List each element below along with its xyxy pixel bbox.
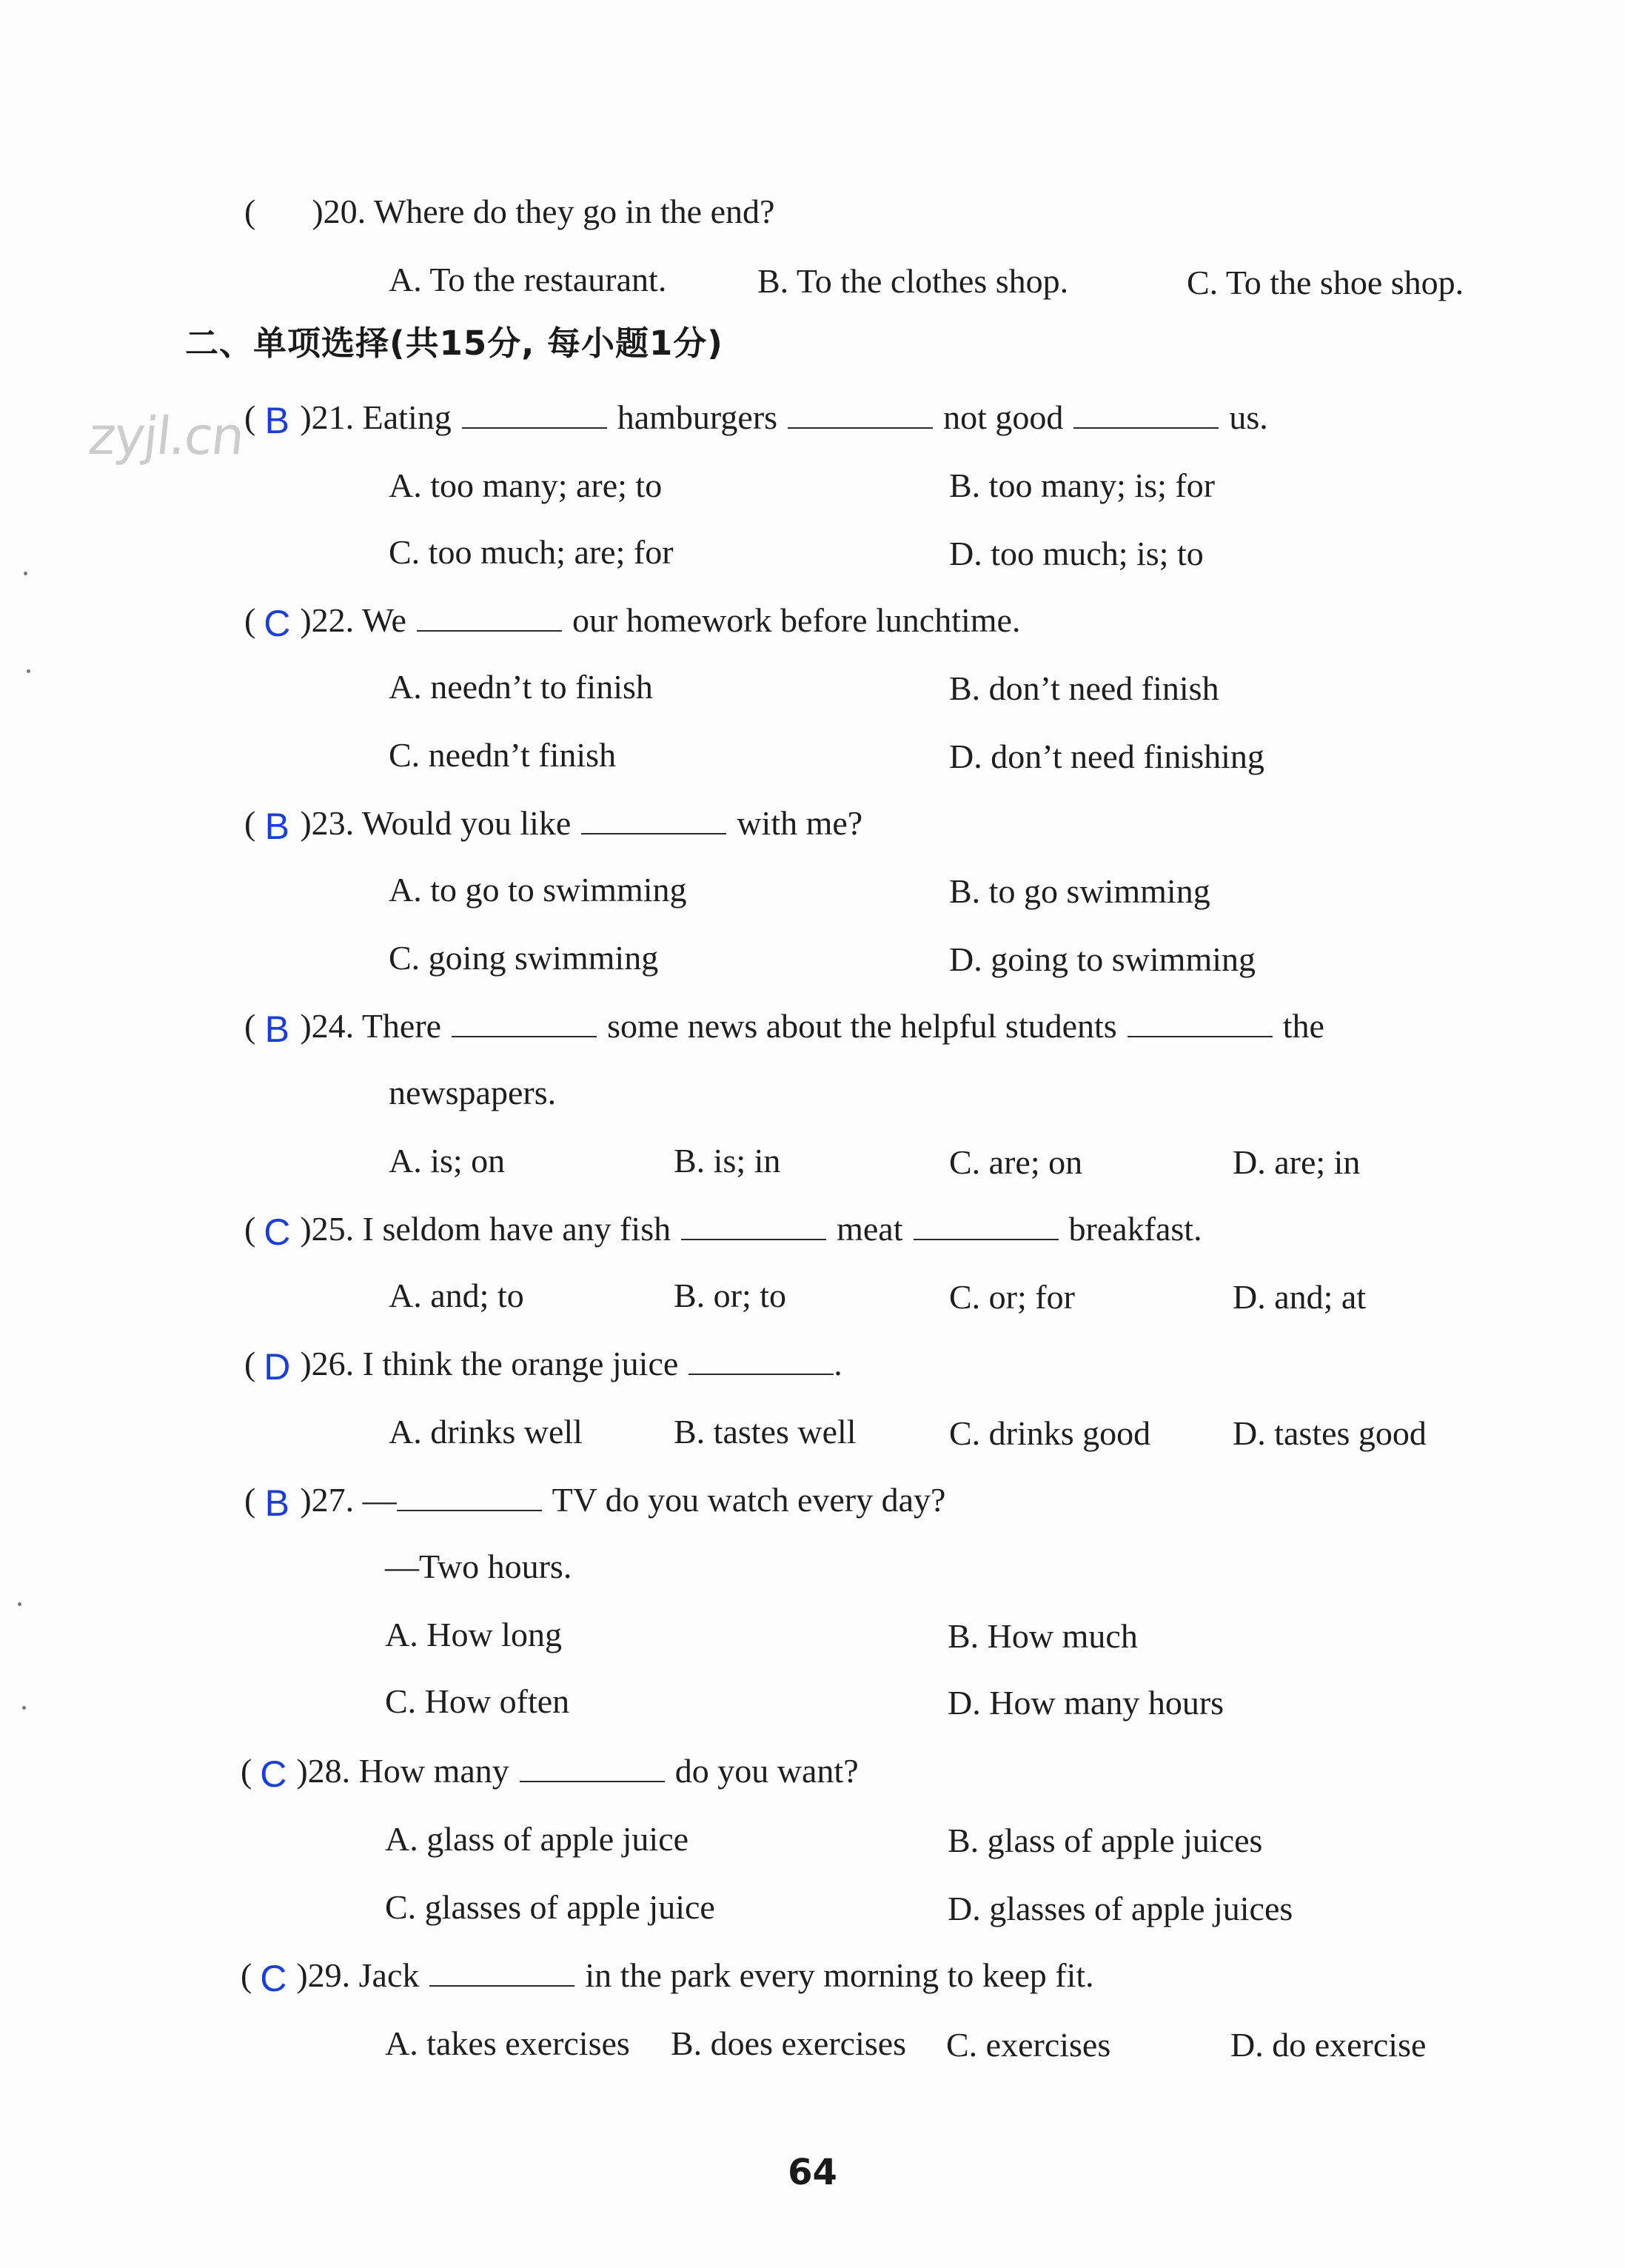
option-b: B. to go swimming xyxy=(949,872,1210,910)
blank xyxy=(417,601,562,632)
question-number: )22. xyxy=(300,601,355,639)
option-a: A. is; on xyxy=(389,1142,506,1180)
question-number: )25. xyxy=(300,1210,355,1248)
option-c: C. How often xyxy=(385,1682,570,1720)
question-22: ( C )22. We our homework before lunchtime. xyxy=(244,601,1021,644)
question-23: ( B )23. Would you like with me? xyxy=(244,804,863,847)
question-number: )28. xyxy=(296,1752,351,1790)
question-number: )20. xyxy=(312,193,366,230)
option-c: C. or; for xyxy=(949,1278,1075,1316)
option-b: B. To the clothes shop. xyxy=(757,262,1069,300)
scan-speck xyxy=(27,669,30,673)
option-c: C. To the shoe shop. xyxy=(1187,264,1464,301)
option-d: D. too much; is; to xyxy=(949,535,1204,572)
question-25: ( C )25. I seldom have any fish meat breakfast. xyxy=(244,1210,1202,1253)
answer-28: C xyxy=(260,1753,287,1795)
answer-26: D xyxy=(264,1346,291,1388)
option-c: C. too much; are; for xyxy=(389,533,674,571)
option-c: C. needn’t finish xyxy=(389,736,617,774)
scan-speck xyxy=(22,1706,26,1710)
answer-23: B xyxy=(264,806,289,847)
option-c: C. exercises xyxy=(946,2026,1111,2064)
answer-24: B xyxy=(264,1008,289,1050)
blank xyxy=(452,1006,597,1037)
option-a: A. How long xyxy=(385,1616,562,1653)
question-number: )29. xyxy=(296,1956,351,1994)
option-a: A. takes exercises xyxy=(385,2024,630,2062)
option-a: A. drinks well xyxy=(389,1413,583,1451)
option-b: B. don’t need finish xyxy=(949,669,1219,707)
question-28: ( C )28. How many do you want? xyxy=(241,1752,859,1795)
option-b: B. glass of apple juices xyxy=(948,1822,1263,1859)
question-number: )21. xyxy=(300,398,355,436)
option-d: D. tastes good xyxy=(1233,1414,1427,1452)
option-b: B. does exercises xyxy=(671,2024,907,2062)
option-b: B. too many; is; for xyxy=(949,466,1216,504)
blank xyxy=(788,398,933,429)
section-title: 二、单项选择(共15分, 每小题1分) xyxy=(185,324,723,363)
option-d: D. do exercise xyxy=(1230,2026,1427,2064)
answer-21: B xyxy=(264,400,289,441)
option-d: D. glasses of apple juices xyxy=(948,1890,1293,1927)
page-number: 64 xyxy=(788,2152,837,2193)
question-number: )24. xyxy=(300,1007,355,1045)
answer-29: C xyxy=(260,1958,287,1999)
scan-speck xyxy=(24,572,27,575)
blank xyxy=(581,803,726,834)
blank xyxy=(1073,398,1219,429)
answer-22: C xyxy=(264,603,291,644)
option-c: C. glasses of apple juice xyxy=(385,1888,715,1926)
option-a: A. needn’t to finish xyxy=(389,668,653,706)
option-a: A. To the restaurant. xyxy=(389,261,667,298)
question-number: )26. xyxy=(300,1345,355,1382)
option-b: B. is; in xyxy=(674,1142,781,1180)
watermark: zyjl.cn xyxy=(85,406,247,466)
option-b: B. How much xyxy=(948,1617,1138,1655)
blank xyxy=(914,1209,1059,1240)
question-number: )27. xyxy=(300,1481,355,1519)
option-c: C. are; on xyxy=(949,1143,1083,1181)
blank xyxy=(520,1751,665,1782)
option-a: A. to go to swimming xyxy=(389,871,687,909)
blank xyxy=(1128,1006,1273,1037)
question-stem: Where do they go in the end? xyxy=(373,193,775,230)
question-20: ( )20. Where do they go in the end? xyxy=(244,193,775,230)
option-a: A. glass of apple juice xyxy=(385,1820,689,1858)
blank xyxy=(462,398,607,429)
question-number: )23. xyxy=(300,804,355,842)
option-a: A. and; to xyxy=(389,1277,524,1314)
blank xyxy=(397,1480,542,1511)
option-b: B. or; to xyxy=(674,1277,787,1314)
blank xyxy=(429,1956,574,1987)
question-24: ( B )24. There some news about the helpful students the xyxy=(244,1007,1324,1050)
question-29: ( C )29. Jack in the park every morning to keep fit. xyxy=(241,1956,1094,1999)
option-a: A. too many; are; to xyxy=(389,466,663,504)
option-b: B. tastes well xyxy=(674,1413,857,1451)
blank xyxy=(681,1209,826,1240)
option-d: D. are; in xyxy=(1233,1143,1361,1181)
option-d: D. How many hours xyxy=(948,1684,1224,1722)
answer-25: C xyxy=(264,1211,291,1253)
question-26: ( D )26. I think the orange juice . xyxy=(244,1345,842,1388)
blank xyxy=(688,1344,834,1375)
option-c: C. going swimming xyxy=(389,939,659,977)
option-d: D. don’t need finishing xyxy=(949,737,1264,775)
option-d: D. and; at xyxy=(1233,1278,1367,1316)
question-24-continuation: newspapers. xyxy=(389,1074,557,1111)
question-27-reply: —Two hours. xyxy=(385,1548,572,1585)
scan-speck xyxy=(18,1602,21,1606)
question-21: ( B )21. Eating hamburgers not good us. xyxy=(244,398,1268,441)
option-d: D. going to swimming xyxy=(949,940,1256,978)
option-c: C. drinks good xyxy=(949,1414,1151,1452)
question-27: ( B )27. — TV do you watch every day? xyxy=(244,1481,946,1524)
answer-27: B xyxy=(264,1482,289,1524)
